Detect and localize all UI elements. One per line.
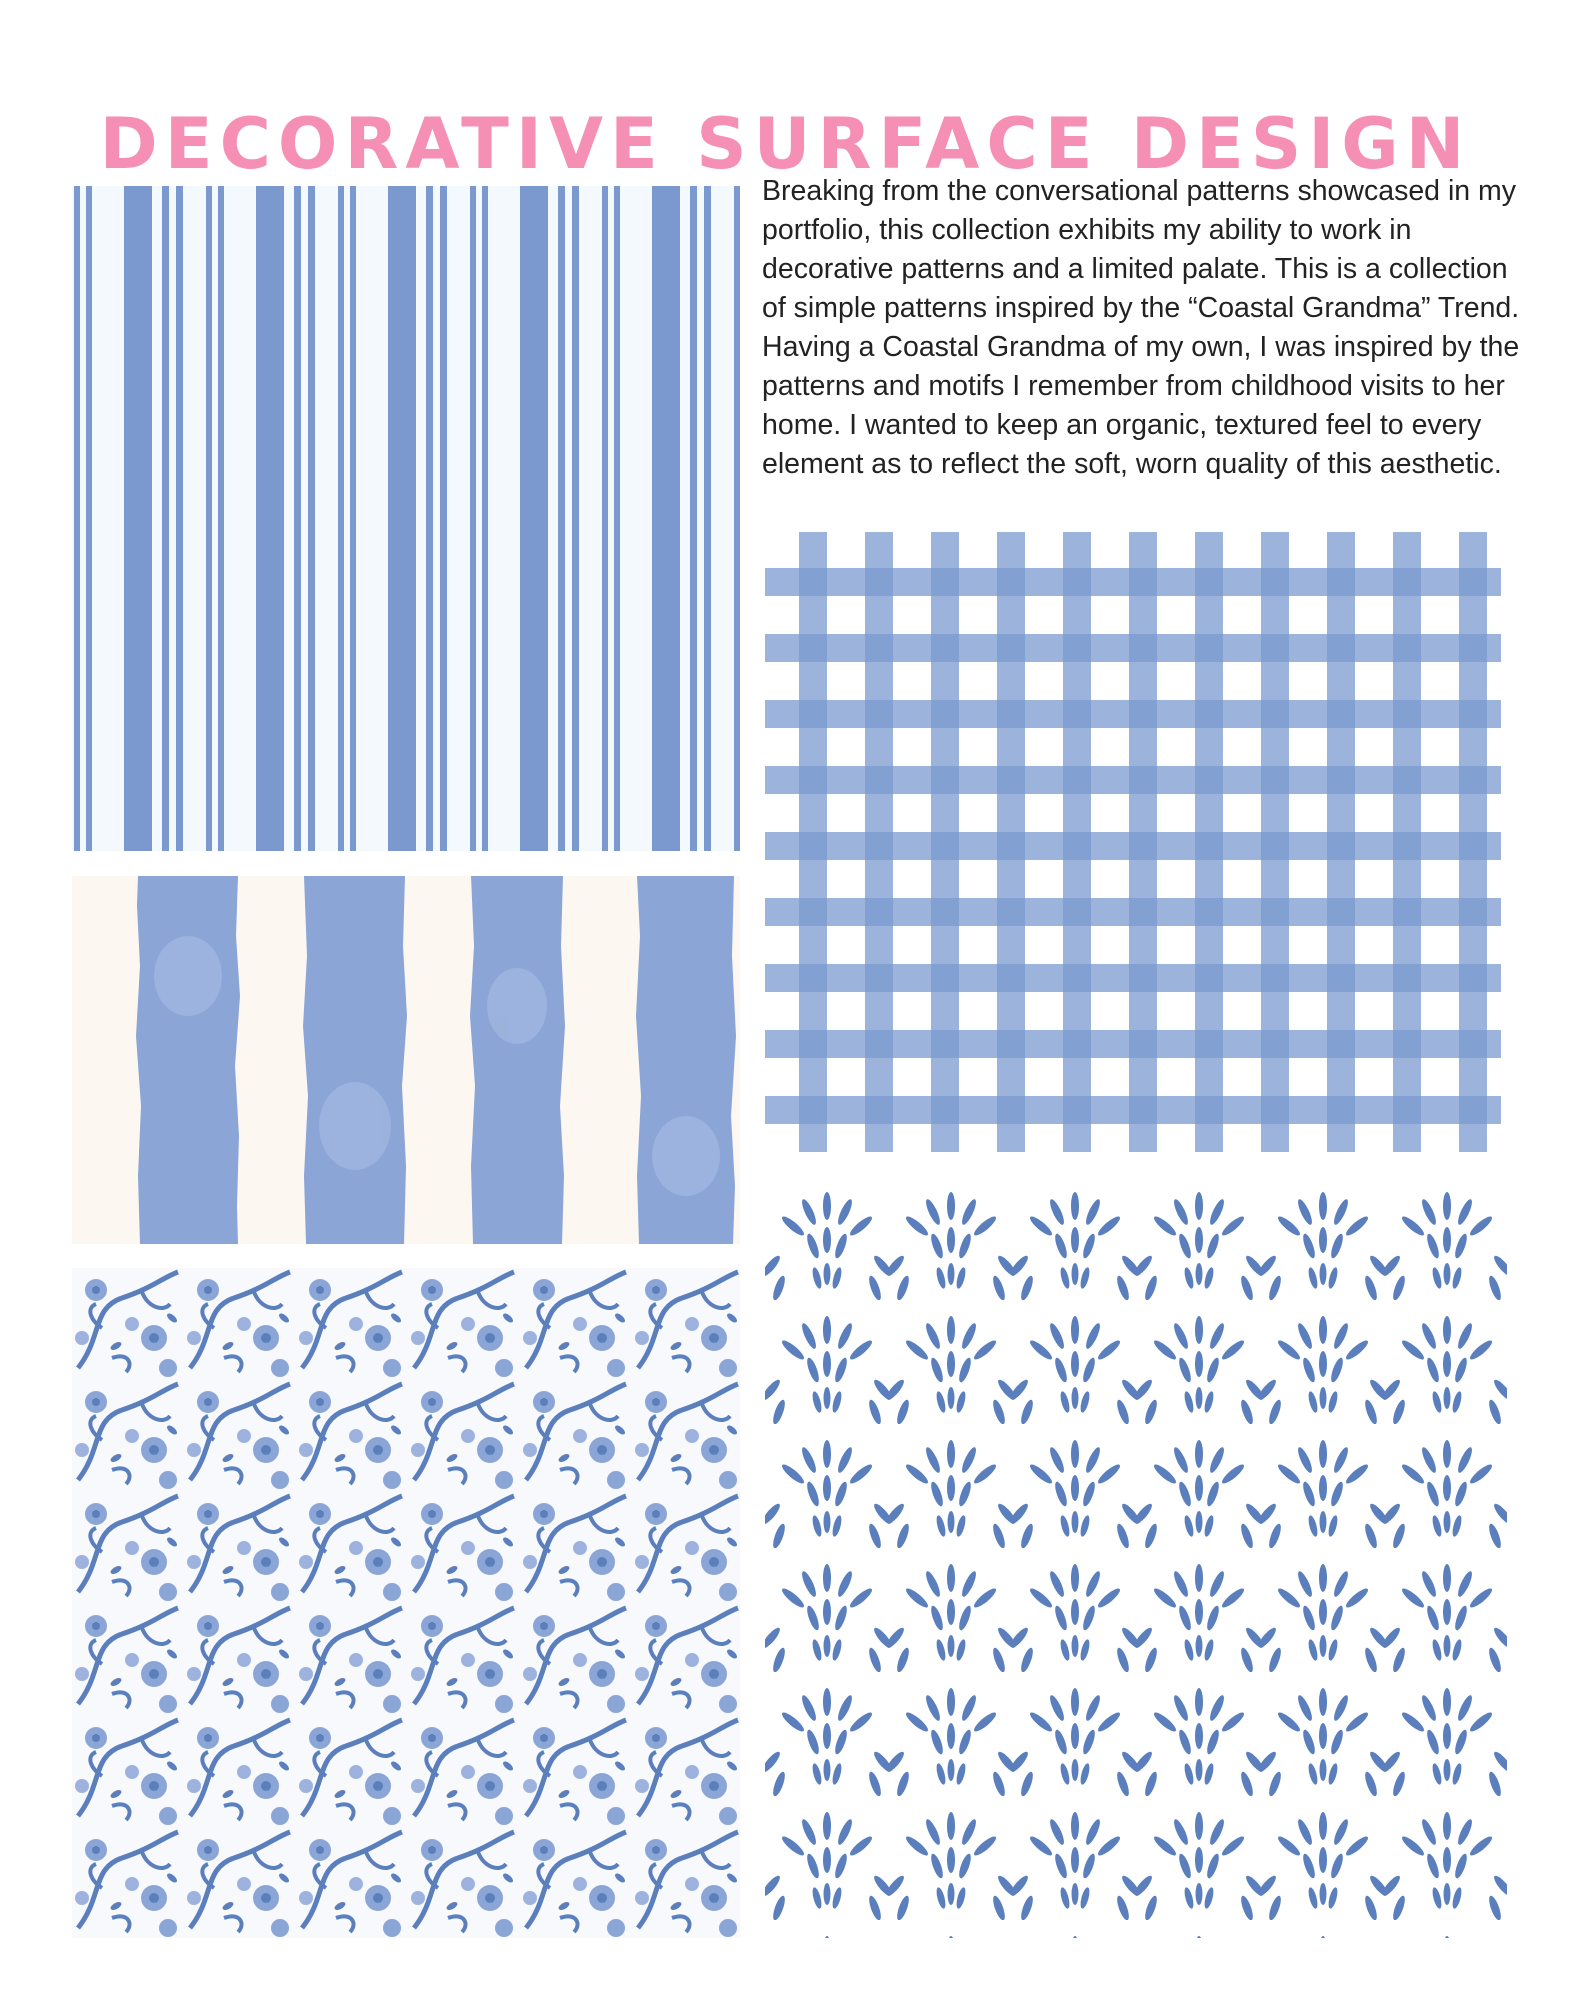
collection-description: Breaking from the conversational patterns showcased in my portfolio, this collection exhibits my ability to work in decorative patterns and a limited palate. This is a collection of simple patterns inspired by the “Coastal Grandma” Trend. Having a Coastal Grandma of my own, I was inspired by the patterns and motifs I remember from childhood visits to her home. I wanted to keep an organic, textured feel to every element as to reflect the soft, worn quality of this aesthetic.	[762, 175, 1520, 480]
wide-stripe-pattern-image	[72, 876, 740, 1244]
pinstripe-pattern-tile	[72, 186, 740, 851]
wide-stripe-pattern-tile	[72, 876, 740, 1244]
floral-pattern-tile	[72, 1268, 740, 1938]
pinstripe-pattern-image	[72, 186, 740, 851]
scallop-pattern-image	[765, 1176, 1507, 1938]
gingham-pattern-image	[765, 532, 1501, 1152]
floral-pattern-image	[72, 1268, 740, 1938]
page-title: DECORATIVE SURFACE DESIGN	[99, 102, 1472, 185]
gingham-pattern-tile	[765, 532, 1501, 1152]
scallop-pattern-tile	[765, 1176, 1507, 1938]
